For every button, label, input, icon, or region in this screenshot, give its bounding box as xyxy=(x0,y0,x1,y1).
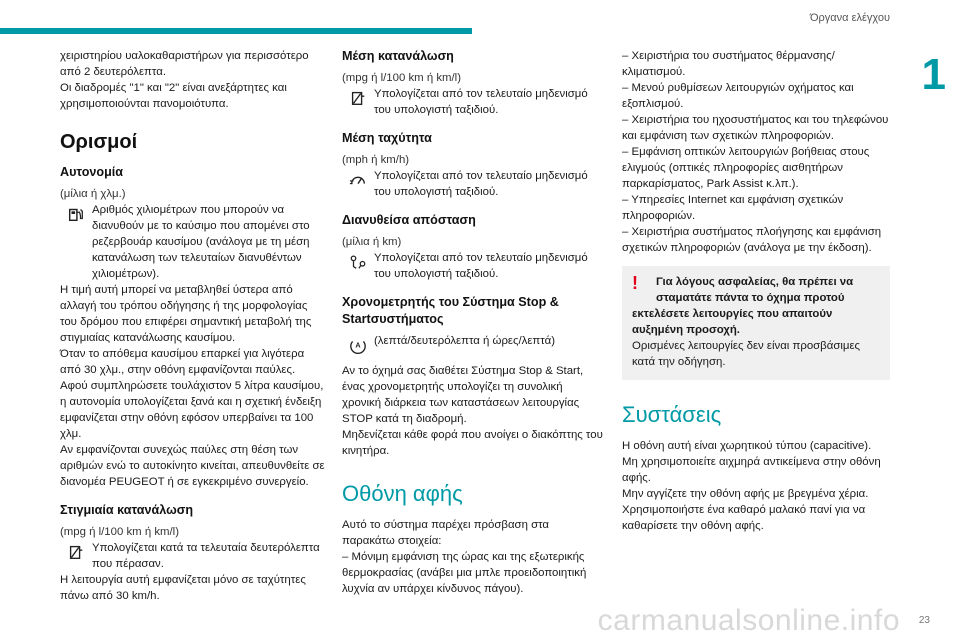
instant-consumption-icon-text: Υπολογίζεται κατά τα τελευταία δευτερόλεπτα που πέρασαν. xyxy=(92,542,320,570)
section-title: Όργανα ελέγχου xyxy=(810,12,890,24)
average-consumption-unit: (mpg ή l/100 km ή km/l) xyxy=(342,72,462,84)
list-item: – Χειριστήρια του συστήματος θέρμανσης/κλιματισμού. xyxy=(622,50,835,78)
average-consumption-heading: Μέση κατανάλωση xyxy=(342,49,454,63)
list-item: – Εμφάνιση οπτικών λειτουργιών βοήθειας στους ελιγμούς (οπτικές πληροφορίες αισθητήρων παρκαρίσματος, Park Assist κ.λπ.). xyxy=(622,146,870,190)
header-accent-bar xyxy=(0,28,472,34)
intro-paragraph-2: Οι διαδρομές "1" και "2" είναι ανεξάρτητες και χρησιμοποιούνται πανομοιότυπα. xyxy=(60,82,287,110)
average-consumption-icon-text: Υπολογίζεται από τον τελευταίο μηδενισμό του υπολογιστή ταξιδιού. xyxy=(374,88,588,116)
stop-start-paragraph-1: Αν το όχημά σας διαθέτει Σύστημα Stop & Start, ένας χρονομετρητής υπολογίζει τη συνολική χρονική διάρκεια των καταστάσεων λειτουργίας STOP κατά τη διαδρομή. xyxy=(342,365,584,425)
instant-consumption-description xyxy=(60,540,326,572)
recommendations-paragraph-1: Η οθόνη αυτή είναι χωρητικού τύπου (capacitive). xyxy=(622,440,872,452)
recommendations-paragraph-3: Μην αγγίζετε την οθόνη αφής με βρεγμένα χέρια. xyxy=(622,488,869,500)
instant-consumption-unit: (mpg ή l/100 km ή km/l) xyxy=(60,526,180,538)
page-number: 23 xyxy=(918,615,930,626)
autonomy-description xyxy=(60,202,326,282)
exclamation-icon: ! xyxy=(632,273,638,293)
consumption-icon xyxy=(60,540,92,564)
column-left xyxy=(60,48,326,604)
distance-heading: Διανυθείσα απόσταση xyxy=(342,213,476,227)
warning-body: Ορισμένες λειτουργίες δεν είναι προσβάσιμες κατά την οδήγηση. xyxy=(632,340,861,368)
distance-description xyxy=(342,250,604,282)
warning-title: Για λόγους ασφαλείας, θα πρέπει να σταματάτε πάντα το όχημα προτού xyxy=(656,276,854,304)
watermark: carmanualsonline.info xyxy=(597,604,900,637)
route-icon xyxy=(342,250,374,274)
touch-screen-paragraph: Αυτό το σύστημα παρέχει πρόσβαση στα παρακάτω στοιχεία: xyxy=(342,519,550,547)
autonomy-paragraph-3: Αφού συμπληρώσετε τουλάχιστον 5 λίτρα καυσίμου, η αυτονομία υπολογίζεται ξανά και η σχετική ένδειξη εμφανίζεται στην οθόνη εφόσον υπερβαίνει τα 100 χλμ. xyxy=(60,380,324,440)
stop-start-heading: Χρονομετρητής του Σύστημα Stop & Startσυστήματος xyxy=(342,295,559,326)
autonomy-icon-text: Αριθμός χιλιομέτρων που μπορούν να διανυθούν με το καύσιμο που απομένει στο ρεζερβουάρ καυσίμου (ανάλογα με τη μέση κατανάλωση των τελευταίων διανυθέντων χιλιομέτρων). xyxy=(92,204,310,280)
instant-consumption-heading: Στιγμιαία κατανάλωση xyxy=(60,503,194,517)
average-speed-icon-text: Υπολογίζεται από τον τελευταίο μηδενισμό του υπολογιστή ταξιδιού. xyxy=(374,170,588,198)
autonomy-paragraph-4: Αν εμφανίζονται συνεχώς παύλες στη θέση των αριθμών ενώ το αυτοκίνητο κινείται, απευθυνθείτε σε διανομέα PEUGEOT ή σε εγκεκριμένο συνεργείο. xyxy=(60,444,325,488)
autonomy-paragraph-2: Όταν το απόθεμα καυσίμου επαρκεί για λιγότερα από 30 χλμ., στην οθόνη εμφανίζονται παύλες. xyxy=(60,348,305,376)
distance-unit: (μίλια ή km) xyxy=(342,236,402,248)
autonomy-unit: (μίλια ή χλμ.) xyxy=(60,188,126,200)
consumption-icon xyxy=(342,86,374,110)
safety-warning-box xyxy=(622,266,890,380)
recommendations-heading: Συστάσεις xyxy=(622,402,722,427)
intro-paragraph-1: χειριστηρίου υαλοκαθαριστήρων για περισσότερο από 2 δευτερόλεπτα. xyxy=(60,50,309,78)
stop-start-icon-text: (λεπτά/δευτερόλεπτα ή ώρες/λεπτά) xyxy=(374,335,556,347)
definitions-heading: Ορισμοί xyxy=(60,131,138,153)
warning-title-continued: εκτελέσετε λειτουργίες που απαιτούν αυξημένη προσοχή. xyxy=(632,308,833,336)
recommendations-paragraph-2: Μη χρησιμοποιείτε αιχμηρά αντικείμενα στην οθόνη αφής. xyxy=(622,456,881,484)
column-right xyxy=(622,48,890,534)
svg-text:A: A xyxy=(355,340,361,350)
average-speed-description xyxy=(342,168,604,200)
autonomy-paragraph-1: Η τιμή αυτή μπορεί να μεταβληθεί ύστερα από αλλαγή του τρόπου οδήγησης ή της μορφολογίας του δρόμου που επιφέρει σημαντική μεταβολή της στιγμιαίας κατανάλωσης καυσίμου. xyxy=(60,284,312,344)
chapter-number: 1 xyxy=(921,50,946,99)
list-item: – Μενού ρυθμίσεων λειτουργιών οχήματος και εξοπλισμού. xyxy=(622,82,854,110)
recommendations-paragraph-4: Χρησιμοποιήστε ένα καθαρό μαλακό πανί για να καθαρίσετε την οθόνη αφής. xyxy=(622,504,866,532)
average-consumption-description xyxy=(342,86,604,118)
column-middle xyxy=(342,48,604,597)
touch-screen-item-1: – Μόνιμη εμφάνιση της ώρας και της εξωτερικής θερμοκρασίας (ανάβει μια μπλε προειδοποιητική λυχνία αν υπάρχει κίνδυνος πάγου). xyxy=(342,551,587,595)
instant-consumption-paragraph: Η λειτουργία αυτή εμφανίζεται μόνο σε ταχύτητες πάνω από 30 km/h. xyxy=(60,574,306,602)
average-speed-unit: (mph ή km/h) xyxy=(342,154,410,166)
touch-screen-heading: Οθόνη αφής xyxy=(342,481,463,506)
speedometer-icon xyxy=(342,168,374,192)
list-item: – Υπηρεσίες Internet και εμφάνιση σχετικών πληροφοριών. xyxy=(622,194,844,222)
list-item: – Χειριστήρια συστήματος πλοήγησης και εμφάνιση σχετικών πληροφοριών (ανάλογα με την έκδοση). xyxy=(622,226,882,254)
stop-start-description xyxy=(342,333,604,357)
distance-icon-text: Υπολογίζεται από τον τελευταίο μηδενισμό του υπολογιστή ταξιδιού. xyxy=(374,252,588,280)
list-item: – Χειριστήρια του ηχοσυστήματος και του τηλεφώνου και εμφάνιση των σχετικών πληροφοριών. xyxy=(622,114,889,142)
autonomy-heading: Αυτονομία xyxy=(60,165,124,179)
fuel-pump-icon xyxy=(60,202,92,226)
stop-start-paragraph-2: Μηδενίζεται κάθε φορά που ανοίγει ο διακόπτης του κινητήρα. xyxy=(342,429,603,457)
average-speed-heading: Μέση ταχύτητα xyxy=(342,131,432,145)
stop-start-icon xyxy=(342,333,374,357)
